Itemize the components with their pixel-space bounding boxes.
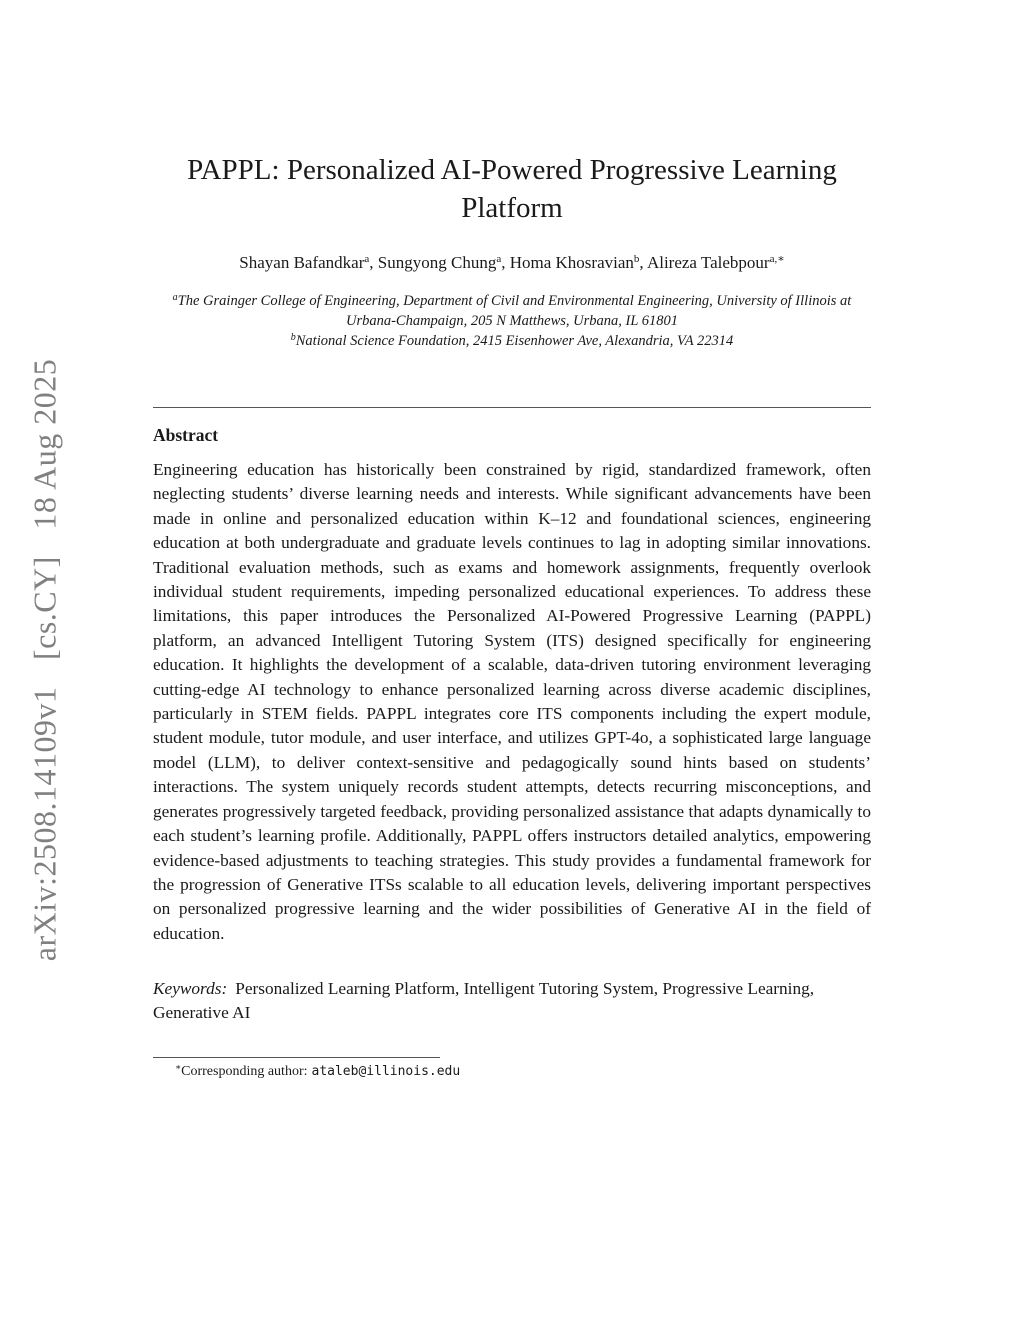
keywords-label: Keywords: xyxy=(153,979,228,998)
footnote-mark: ∗ xyxy=(175,1062,182,1072)
keywords xyxy=(153,977,871,1026)
header-divider xyxy=(153,407,871,408)
author-name: Sungyong Chung xyxy=(377,253,497,272)
affiliation-item xyxy=(150,291,874,331)
arxiv-identifier-stamp xyxy=(27,359,64,962)
affiliation-mark: b xyxy=(290,332,296,343)
footnote-divider xyxy=(153,1057,440,1058)
affiliation-text: National Science Foundation, 2415 Eisenhower Ave, Alexandria, VA 22314 xyxy=(295,333,734,349)
arxiv-category: [cs.CY] xyxy=(26,556,63,661)
abstract-body: Engineering education has historically been constrained by rigid, standardized framework, often neglecting students’ diverse learning needs and interests. While significant advancements have been made in online and personalized education within K–12 and foundational sciences, engineering education at both undergraduate and graduate levels continues to lag in adopting similar innovations. Traditional evaluation methods, such as exams and homework assignments, frequently overlook individual student requirements, impeding personalized educational experiences. To address these limitations, this paper introduces the Personalized AI-Powered Progressive Learning (PAPPL) platform, an advanced Intelligent Tutoring System (ITS) designed specifically for engineering education. It highlights the development of a scalable, data-driven tutoring environment leveraging cutting-edge AI technology to enhance personalized learning across diverse academic disciplines, particularly in STEM fields. PAPPL integrates core ITS components including the expert module, student module, tutor module, and user interface, and utilizes GPT-4o, a sophisticated large language model (LLM), to deliver context-sensitive and pedagogically sound hints based on students’ interactions. The system uniquely records student attempts, detects recurring misconceptions, and generates progressively targeted feedback, providing personalized assistance that adapts dynamically to each student’s learning profile. Additionally, PAPPL offers instructors detailed analytics, empowering evidence-based adjustments to teaching strategies. This study provides a fundamental framework for the progression of Generative ITSs scalable to all education levels, delivering important perspectives on personalized progressive learning and the wider possibilities of Generative AI in the field of education. xyxy=(153,460,871,943)
author-affiliation-mark: a,∗ xyxy=(769,253,785,265)
affiliation-item xyxy=(150,331,874,351)
author-name: Shayan Bafandkar xyxy=(239,253,365,272)
author-affiliation-mark: b xyxy=(633,253,640,265)
author-affiliation-mark: a xyxy=(496,253,502,265)
author-affiliation-mark: a xyxy=(364,253,370,265)
affiliation-list xyxy=(150,291,874,351)
corresponding-author-footnote xyxy=(175,1063,460,1081)
arxiv-date: 18 Aug 2025 xyxy=(26,358,63,530)
author-email[interactable]: ataleb@illinois.edu xyxy=(311,1064,461,1079)
arxiv-id: arXiv:2508.14109v1 xyxy=(26,686,63,962)
footnote-label: Corresponding author: xyxy=(181,1064,308,1079)
author-name: Homa Khosravian xyxy=(509,253,634,272)
author-list: Shayan Bafandkar$^a$, Sungyong Chung$^a$, Homa Khosravian$^b$, Alireza Talebpour$^{a,∗}$ xyxy=(239,253,785,272)
paper-title: PAPPL: Personalized AI-Powered Progressive Learning Platform xyxy=(187,154,837,224)
keywords-text: Personalized Learning Platform, Intelligent Tutoring System, Progressive Learning, Generative AI xyxy=(153,979,815,1023)
abstract-heading: Abstract xyxy=(153,425,219,445)
author-name: Alireza Talebpour xyxy=(646,253,770,272)
affiliation-text: The Grainger College of Engineering, Department of Civil and Environmental Engineering, University of Illinois at Urbana-Champaign, 205 N Matthews, Urbana, IL 61801 xyxy=(177,293,852,329)
affiliation-mark: a xyxy=(172,292,178,303)
